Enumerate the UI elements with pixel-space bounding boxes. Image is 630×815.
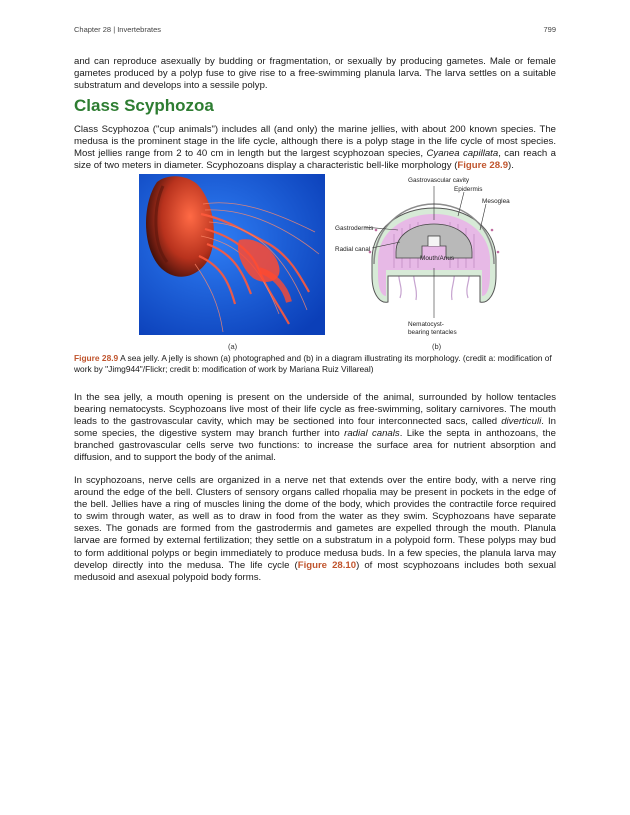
chapter-title: Chapter 28 | Invertebrates (74, 25, 161, 34)
text-span: In scyphozoans, nerve cells are organized in a nerve net that extends over the entire body, with a nerve ring around the edge of the bell. Clusters of sensory organs called rhopalia may be present in pockets in the edge of the bell. Jellies have a ring of muscles lining the dome of the body, which provides the contractile force required to swim through water, as well as to draw in food from the water as they swim. Scyphozoans have separate sexes. The gonads are formed from the gastrodermis and gametes are expelled through the mouth. Planula larvae are formed by external fertilization; they settle on a substratum in a polypoid form. These polyps may bud to form additional polyps or begin immediately to produce medusa buds. In a few species, the planula larva may develop directly into the medusa. The life cycle ( (74, 475, 556, 571)
text-span: . Like the septa in anthozoans, the branched gastrovascular cells serve two functions: to increase the surface area for nutrient absorption and diffusion, and to support the body of the animal. (74, 428, 556, 464)
text-span: , can reach a size of two meters in diameter. Scyphozoans display a characteristic bell-like morphology ( (74, 148, 556, 172)
text-span: ). (508, 160, 514, 172)
label-gastrodermis: Gastrodermis (335, 225, 374, 232)
label-nematocyst-line1: Nematocyst- (408, 321, 444, 328)
running-head (74, 25, 556, 37)
term-diverticuli: diverticuli (501, 416, 542, 428)
page-number: 799 (543, 25, 556, 34)
figure-label-b: (b) (432, 342, 442, 351)
text-span: In the sea jelly, a mouth opening is present on the underside of the animal, surrounded by hollow tentacles bearing nematocysts. Scyphozoans live most of their life cycle as free-swimming, solitary carnivores. The mouth leads to the gastrovascular cavity, which may be sectioned into four interconnected sacs, called (74, 392, 556, 428)
label-gastrovascular-cavity: Gastrovascular cavity (408, 177, 470, 184)
caption-figure-number: Figure 28.9 (74, 353, 119, 363)
figure-link[interactable]: Figure 28.10 (297, 559, 357, 571)
paragraph-nerve-net (74, 475, 556, 584)
text-span: . In some species, the digestive system may branch further into (74, 416, 556, 440)
figure-caption (74, 353, 556, 375)
figure-label-a: (a) (228, 342, 238, 351)
text-span: ) of most scyphozoans includes both sexual medusoid and asexual polypoid body forms. (74, 559, 556, 583)
paragraph-sea-jelly (74, 392, 556, 465)
section-heading: Class Scyphozoa (74, 96, 214, 115)
jelly-photo (139, 174, 325, 335)
intro-paragraph: and can reproduce asexually by budding or fragmentation, or sexually by producing gametes. Male or female gametes produced by a polyp fuse to give rise to a free-swimming planula larva. The larva settles on a suitable substratum and develops into a sessile polyp. (74, 56, 556, 92)
label-epidermis: Epidermis (454, 186, 483, 193)
paragraph-class-scyphozoa (74, 124, 556, 172)
label-radial-canal: Radial canal (335, 246, 371, 253)
jelly-morphology-diagram (334, 172, 534, 344)
label-mesoglea: Mesoglea (482, 198, 510, 205)
caption-text: A sea jelly. A jelly is shown (a) photographed and (b) in a diagram illustrating its morphology. (credit a: modification of work by "Jimg944"/Flickr; credit b: modification of work by Mariana Ruiz Villareal) (74, 353, 552, 374)
species-name: Cyanea capillata (426, 148, 499, 160)
figure-link[interactable]: Figure 28.9 (457, 160, 509, 172)
term-radial-canals: radial canals (344, 428, 400, 440)
label-mouth-anus: Mouth/Anus (420, 255, 455, 262)
text-span: Class Scyphozoa ("cup animals") includes all (and only) the marine jellies, with about 200 known species. The medusa is the prominent stage in the life cycle, although there is a polyp stage in the life cycle of most species. Most jellies range from 2 to 40 cm in length but the largest scyphozoan species, (74, 124, 556, 160)
label-nematocyst-line2: bearing tentacles (408, 329, 457, 336)
